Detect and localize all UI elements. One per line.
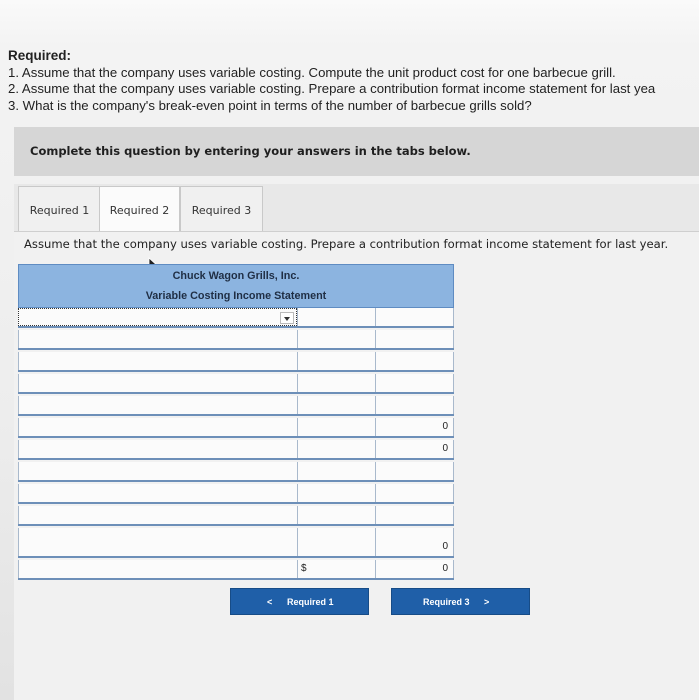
amount-input[interactable] xyxy=(297,484,375,502)
total-input[interactable] xyxy=(375,462,454,480)
prev-required-1-button[interactable] xyxy=(230,588,369,615)
total-input[interactable] xyxy=(375,396,454,414)
amount-input[interactable] xyxy=(297,374,375,392)
total-input[interactable] xyxy=(375,506,454,524)
table-row xyxy=(18,560,454,580)
amount-input[interactable] xyxy=(297,308,375,326)
required-item-2: 2. Assume that the company uses variable costing. Prepare a contribution format income statement for last yea xyxy=(8,81,656,96)
total-input[interactable]: 0 xyxy=(375,538,454,556)
tab-required-1[interactable] xyxy=(18,186,101,232)
total-input[interactable] xyxy=(375,308,454,326)
chevron-right-icon: > xyxy=(484,597,490,607)
label-dropdown[interactable] xyxy=(18,538,297,556)
amount-input[interactable] xyxy=(297,330,375,348)
amount-input[interactable] xyxy=(297,418,375,436)
amount-input[interactable] xyxy=(297,396,375,414)
instructions-banner xyxy=(14,127,699,176)
total-input[interactable]: 0 xyxy=(375,440,454,458)
chevron-left-icon: < xyxy=(267,597,273,607)
amount-input[interactable] xyxy=(297,538,375,556)
label-dropdown[interactable] xyxy=(18,506,297,524)
table-row xyxy=(18,308,454,328)
table-row xyxy=(18,396,454,416)
total-input[interactable] xyxy=(375,484,454,502)
table-row xyxy=(18,538,454,558)
tab-label: Required 2 xyxy=(109,204,170,217)
tab-label: Required 3 xyxy=(191,204,252,217)
amount-input[interactable] xyxy=(297,506,375,524)
table-row xyxy=(18,352,454,372)
banner-text: Complete this question by entering your answers in the tabs below. xyxy=(30,144,471,158)
label-dropdown[interactable] xyxy=(18,484,297,502)
table-row xyxy=(18,330,454,350)
table-row xyxy=(18,506,454,526)
total-input[interactable]: 0 xyxy=(375,560,454,578)
tab-required-3[interactable] xyxy=(180,186,263,232)
table-row xyxy=(18,418,454,438)
table-row xyxy=(18,462,454,482)
label-dropdown[interactable] xyxy=(18,462,297,480)
required-instructions xyxy=(8,48,699,114)
amount-input[interactable] xyxy=(297,352,375,370)
statement-title: Variable Costing Income Statement xyxy=(145,290,327,302)
label-dropdown[interactable] xyxy=(18,560,297,578)
prev-button-label: Required 1 xyxy=(287,597,334,607)
top-margin xyxy=(0,0,699,45)
statement-header xyxy=(18,264,454,308)
table-row xyxy=(18,484,454,504)
required-title: Required: xyxy=(8,48,72,63)
next-button-label: Required 3 xyxy=(423,597,470,607)
label-dropdown[interactable] xyxy=(18,308,297,326)
required-item-3: 3. What is the company's break-even point in terms of the number of barbecue grills sold? xyxy=(8,97,532,113)
question-instruction: Assume that the company uses variable costing. Prepare a contribution format income statement for last year. xyxy=(24,237,669,251)
tab-bar xyxy=(14,184,699,232)
income-statement-table xyxy=(18,264,454,580)
total-input[interactable]: 0 xyxy=(375,418,454,436)
label-dropdown[interactable] xyxy=(18,396,297,414)
label-dropdown[interactable] xyxy=(18,330,297,348)
total-input[interactable] xyxy=(375,352,454,370)
amount-input[interactable]: $ xyxy=(297,560,375,578)
next-required-3-button[interactable] xyxy=(391,588,530,615)
label-dropdown[interactable] xyxy=(18,418,297,436)
label-dropdown[interactable] xyxy=(18,440,297,458)
total-input[interactable] xyxy=(375,374,454,392)
required-item-1: 1. Assume that the company uses variable costing. Compute the unit product cost for one barbecue grill. xyxy=(8,64,616,80)
table-row xyxy=(18,374,454,394)
chevron-down-icon[interactable] xyxy=(280,312,294,324)
label-dropdown[interactable] xyxy=(18,352,297,370)
total-input[interactable] xyxy=(375,330,454,348)
amount-input[interactable] xyxy=(297,462,375,480)
label-dropdown[interactable] xyxy=(18,374,297,392)
table-row xyxy=(18,440,454,460)
company-name: Chuck Wagon Grills, Inc. xyxy=(172,270,300,282)
amount-input[interactable] xyxy=(297,440,375,458)
tab-label: Required 1 xyxy=(29,204,90,217)
tab-required-2[interactable] xyxy=(99,186,180,232)
